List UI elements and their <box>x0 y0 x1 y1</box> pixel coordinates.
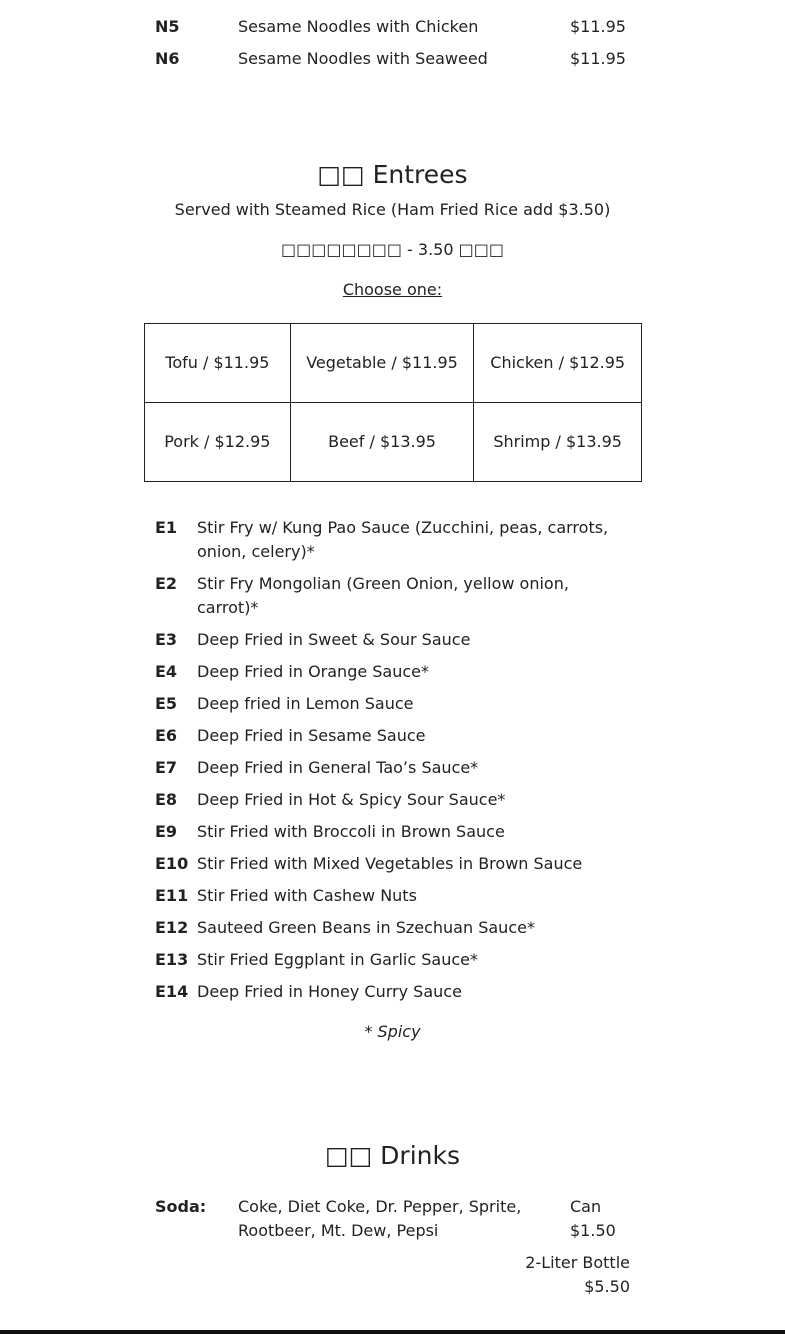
page-bottom-divider <box>0 1330 785 1334</box>
can-price: $1.50 <box>570 1221 616 1240</box>
table-row <box>145 403 642 482</box>
item-name: Deep Fried in Sweet & Sour Sauce <box>197 630 471 649</box>
list-item <box>155 724 615 748</box>
list-item <box>155 820 615 844</box>
list-item <box>155 852 615 876</box>
table-row <box>145 324 642 403</box>
spicy-footnote: * Spicy <box>364 1022 421 1041</box>
bottle-label: 2-Liter Bottle <box>525 1253 630 1272</box>
bottle-price: $5.50 <box>584 1277 630 1296</box>
protein-cell-pork: Pork / $12.95 <box>145 403 291 482</box>
protein-cell-chicken: Chicken / $12.95 <box>474 324 642 403</box>
item-code: E14 <box>155 982 189 1001</box>
list-item <box>155 660 615 684</box>
item-code: N5 <box>155 17 180 36</box>
protein-cell-shrimp: Shrimp / $13.95 <box>474 403 642 482</box>
protein-cell-tofu: Tofu / $11.95 <box>145 324 291 403</box>
item-code: N6 <box>155 49 180 68</box>
item-name: Deep Fried in Sesame Sauce <box>197 726 426 745</box>
list-item <box>155 788 615 812</box>
item-name: Deep Fried in General Tao’s Sauce* <box>197 758 479 777</box>
item-code: E2 <box>155 574 178 593</box>
item-name: Stir Fried with Broccoli in Brown Sauce <box>197 822 505 841</box>
bottle-price-block <box>500 1251 630 1299</box>
soda-label: Soda: <box>155 1197 207 1216</box>
item-code: E13 <box>155 950 189 969</box>
menu-row-n5 <box>155 11 645 43</box>
list-item <box>155 948 615 972</box>
item-name: Sauteed Green Beans in Szechuan Sauce* <box>197 918 535 937</box>
item-code: E1 <box>155 518 178 537</box>
item-name: Stir Fry Mongolian (Green Onion, yellow onion, carrot)* <box>197 574 569 617</box>
choose-one-label: Choose one: <box>342 280 443 299</box>
protein-price-table <box>144 323 642 482</box>
menu-row-n6 <box>155 43 645 75</box>
item-code: E6 <box>155 726 178 745</box>
item-code: E3 <box>155 630 178 649</box>
item-name: Stir Fried with Mixed Vegetables in Brown Sauce <box>197 854 583 873</box>
list-item <box>155 980 615 1004</box>
list-item <box>155 516 615 564</box>
can-label: Can <box>570 1197 602 1216</box>
item-code: E12 <box>155 918 189 937</box>
item-code: E8 <box>155 790 178 809</box>
item-price: $11.95 <box>570 49 626 68</box>
entrees-heading: □□ Entrees <box>317 160 468 189</box>
item-price: $11.95 <box>570 17 626 36</box>
protein-cell-vegetable: Vegetable / $11.95 <box>290 324 474 403</box>
item-name: Deep Fried in Orange Sauce* <box>197 662 430 681</box>
item-code: E4 <box>155 662 178 681</box>
soda-items: Coke, Diet Coke, Dr. Pepper, Sprite, Rootbeer, Mt. Dew, Pepsi <box>238 1197 522 1240</box>
item-name: Sesame Noodles with Chicken <box>238 17 479 36</box>
list-item <box>155 916 615 940</box>
protein-cell-beef: Beef / $13.95 <box>290 403 474 482</box>
item-name: Deep Fried in Honey Curry Sauce <box>197 982 462 1001</box>
item-name: Deep fried in Lemon Sauce <box>197 694 414 713</box>
list-item <box>155 692 615 716</box>
item-code: E10 <box>155 854 189 873</box>
list-item <box>155 756 615 780</box>
entrees-served-with: Served with Steamed Rice (Ham Fried Rice add $3.50) <box>174 200 611 219</box>
item-code: E9 <box>155 822 178 841</box>
item-name: Deep Fried in Hot & Spicy Sour Sauce* <box>197 790 506 809</box>
item-code: E7 <box>155 758 178 777</box>
list-item <box>155 884 615 908</box>
item-code: E5 <box>155 694 178 713</box>
list-item <box>155 572 615 620</box>
list-item <box>155 628 615 652</box>
item-code: E11 <box>155 886 189 905</box>
can-price-block <box>570 1195 616 1243</box>
item-name: Stir Fry w/ Kung Pao Sauce (Zucchini, peas, carrots, onion, celery)* <box>197 518 609 561</box>
drinks-heading: □□ Drinks <box>324 1141 460 1170</box>
item-name: Stir Fried Eggplant in Garlic Sauce* <box>197 950 478 969</box>
item-name: Sesame Noodles with Seaweed <box>238 49 488 68</box>
entrees-chinese-note: □□□□□□□□ - 3.50 □□□ <box>281 240 504 259</box>
entree-list <box>155 516 615 1012</box>
item-name: Stir Fried with Cashew Nuts <box>197 886 417 905</box>
